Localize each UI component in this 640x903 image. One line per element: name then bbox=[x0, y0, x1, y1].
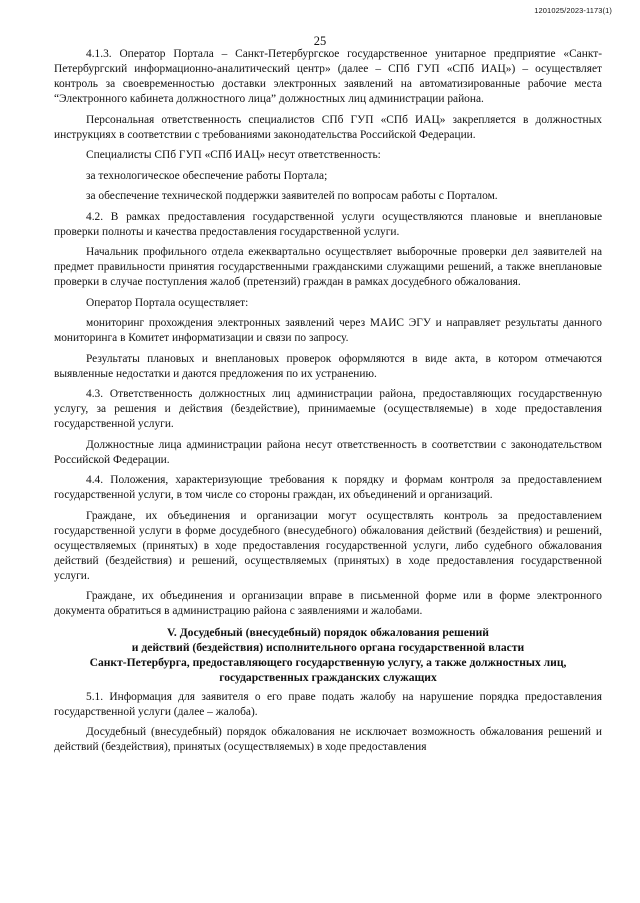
paragraph: Специалисты СПб ГУП «СПб ИАЦ» несут ответственность: bbox=[86, 149, 381, 161]
paragraph: мониторинг прохождения электронных заявлений через МАИС ЭГУ и направляет результаты данного мониторинга в Комитет информатизации и связи по запросу. bbox=[54, 317, 602, 344]
paragraph: за обеспечение технической поддержки заявителей по вопросам работы с Порталом. bbox=[86, 190, 498, 202]
paragraph-4-3: 4.3. Ответственность должностных лиц администрации района, предоставляющих государственную услугу, за решения и действия (бездействие), принимаемые (осуществляемые) в ходе предоставления государственной услуги. bbox=[54, 388, 602, 430]
paragraph: Оператор Портала осуществляет: bbox=[86, 296, 249, 309]
document-body bbox=[54, 47, 602, 755]
paragraph: Досудебный (внесудебный) порядок обжалования не исключает возможность обжалования решений и действий (бездействия), принятых (осуществляемых) в ходе предоставления bbox=[54, 726, 602, 753]
section-heading-line: Санкт-Петербурга, предоставляющего государственную услугу, а также должностных лиц, bbox=[89, 655, 567, 669]
paragraph: Граждане, их объединения и организации вправе в письменной форме или в форме электронного документа обратиться в администрацию района с заявлениями и жалобами. bbox=[54, 590, 602, 617]
section-heading-line: и действий (бездействия) исполнительного органа государственной власти bbox=[131, 640, 525, 654]
paragraph-4-1-3: 4.1.3. Оператор Портала – Санкт-Петербургское государственное унитарное предприятие «Санкт-Петербургский информационно-аналитический центр» (далее – СПб ГУП «СПб ИАЦ») – осуществляет контроль за своевременностью доставки электронных заявлений на автоматизированные рабочие места “Электронного кабинета должностного лица” должностных лиц администрации района. bbox=[54, 48, 602, 105]
paragraph: Персональная ответственность специалистов СПб ГУП «СПб ИАЦ» закрепляется в должностных инструкциях в соответствии с требованиями законодательства Российской Федерации. bbox=[54, 113, 602, 141]
paragraph: Начальник профильного отдела ежеквартально осуществляет выборочные проверки дел заявителей на предмет правильности принятия государственными гражданскими служащими решений, а также внеплановые проверки в случае поступления жалоб (претензий) граждан в рамках досудебного обжалования. bbox=[54, 246, 602, 288]
paragraph-4-2: 4.2. В рамках предоставления государственной услуги осуществляются плановые и внеплановые проверки полноты и качества предоставления государственной услуги. bbox=[54, 210, 602, 238]
page-number: 25 bbox=[313, 34, 327, 48]
paragraph: Граждане, их объединения и организации могут осуществлять контроль за предоставлением государственной услуги в форме досудебного (внесудебного) обжалования действий (бездействия) и решений, осуществляемых (принятых) в ходе предоставления государственной услуги, либо судебного обжалования действий (бездействия) и решений, осуществляемых (принятых) в ходе предоставления государственной услуги. bbox=[54, 509, 602, 582]
section-heading-line: V. Досудебный (внесудебный) порядок обжалования решений bbox=[167, 625, 489, 639]
paragraph-4-4: 4.4. Положения, характеризующие требования к порядку и формам контроля за предоставлением государственной услуги, в том числе со стороны граждан, их объединений и организаций. bbox=[54, 474, 602, 501]
section-heading bbox=[54, 625, 602, 685]
paragraph: Должностные лица администрации района несут ответственность в соответствии с законодательством Российской Федерации. bbox=[54, 438, 602, 466]
paragraph: Результаты плановых и внеплановых проверок оформляются в виде акта, в котором отмечаются выявленные недостатки и даются предложения по их устранению. bbox=[54, 352, 602, 380]
paragraph: за технологическое обеспечение работы Портала; bbox=[86, 169, 328, 182]
document-id: 1201025/2023-1173(1) bbox=[534, 6, 612, 15]
paragraph-5-1: 5.1. Информация для заявителя о его праве подать жалобу на нарушение порядка предоставления государственной услуги (далее – жалоба). bbox=[54, 690, 602, 718]
section-heading-line: государственных гражданских служащих bbox=[219, 670, 437, 684]
